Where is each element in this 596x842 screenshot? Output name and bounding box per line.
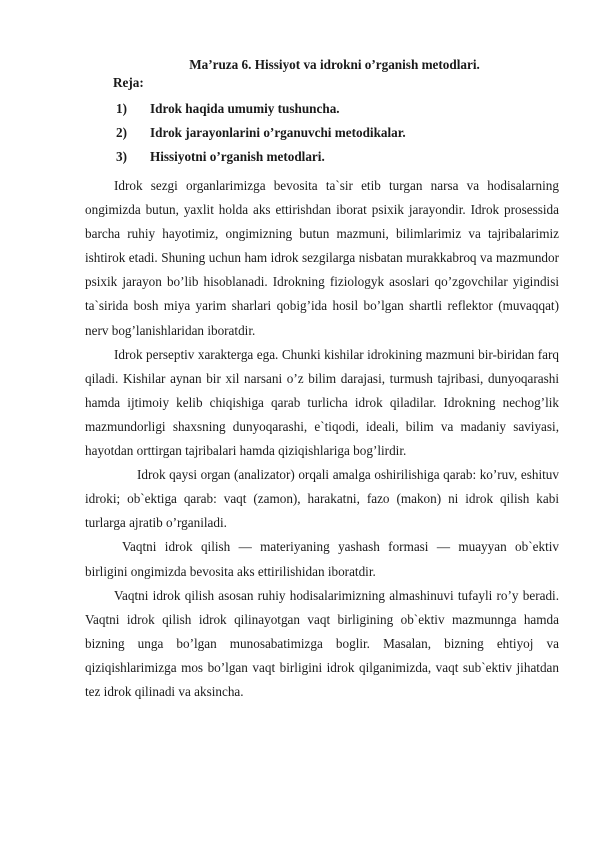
plan-list bbox=[116, 101, 406, 173]
plan-item bbox=[116, 149, 406, 173]
plan-item-text: Idrok jarayonlarini o’rganuvchi metodikalar. bbox=[150, 125, 406, 140]
plan-item-number: 1) bbox=[116, 101, 127, 116]
paragraph: Idrok qaysi organ (analizator) orqali amalga oshirilishiga qarab: ko’ruv, eshituv idroki; ob`ektiga qarab: vaqt (zamon), harakatni, fazo (makon) ni idrok qilish kabi turlarga ajratib o’rganiladi. bbox=[85, 467, 559, 531]
paragraph: Vaqtni idrok qilish asosan ruhiy hodisalarimizning almashinuvi tufayli ro’y beradi. Vaqtni idrok qilish idrok qilinayotgan vaqt birligining ob`ektiv mazmunnga hamda bizning unga bo’lgan munosabatimizga boglir. Masalan, bizning ehtiyoj va qiziqishlarimizga mos bo’lgan vaqt birligini idrok qilganimizda, vaqt sub`ektiv jihatdan tez idrok qilinadi va aksincha. bbox=[85, 587, 559, 699]
plan-item-number: 3) bbox=[116, 149, 127, 164]
paragraph: Vaqtni idrok qilish — materiyaning yashash formasi — muayyan ob`ektiv birligini ongimizda bevosita aks ettirilishidan iboratdir. bbox=[85, 539, 559, 579]
plan-item-number: 2) bbox=[116, 125, 127, 140]
paragraph: Idrok sezgi organlarimizga bevosita ta`sir etib turgan narsa va hodisalarning ongimizda butun, yaxlit holda aks ettirishdan iborat psixik jarayondir. Idrok prosessida barcha ruhiy hayotimiz, ongimizning butun mazmuni, bilimlarimiz va tajribalarimiz ishtirok etadi. Shuning uchun ham idrok sezgilarga nisbatan murakkabroq va mazmundor psixik jarayon bo’lib hisoblanadi. Idrokning fiziologyk asoslari qo’zgovchilar yigindisi ta`sirida bosh miya yarim sharlari qobig’ida hosil bo’lgan shartli reflektor (muvaqqat) nerv bog’lanishlaridan iboratdir. bbox=[85, 178, 559, 338]
plan-heading: Reja: bbox=[113, 75, 144, 90]
lecture-title: Ma’ruza 6. Hissiyot va idrokni o’rganish metodlari. bbox=[189, 57, 480, 72]
plan-item-text: Hissiyotni o’rganish metodlari. bbox=[150, 149, 325, 164]
body-text bbox=[85, 174, 559, 704]
plan-item bbox=[116, 125, 406, 149]
plan-item-text: Idrok haqida umumiy tushuncha. bbox=[150, 101, 340, 116]
plan-item bbox=[116, 101, 406, 125]
paragraph: Idrok perseptiv xarakterga ega. Chunki kishilar idrokining mazmuni bir-biridan farq qiladi. Kishilar aynan bir xil narsani o’z bilim darajasi, turmush tajribasi, dunyoqarashi hamda ijtimoiy kelib chiqishiga qarab turlicha idrok qiladilar. Idrokning nechog’lik mazmundorligi shaxsning dunyoqarashi, e`tiqodi, ideali, bilim va madaniy saviyasi, hayotdan orttirgan tajribalari hamda qiziqishlariga bog’lirdir. bbox=[85, 346, 559, 459]
